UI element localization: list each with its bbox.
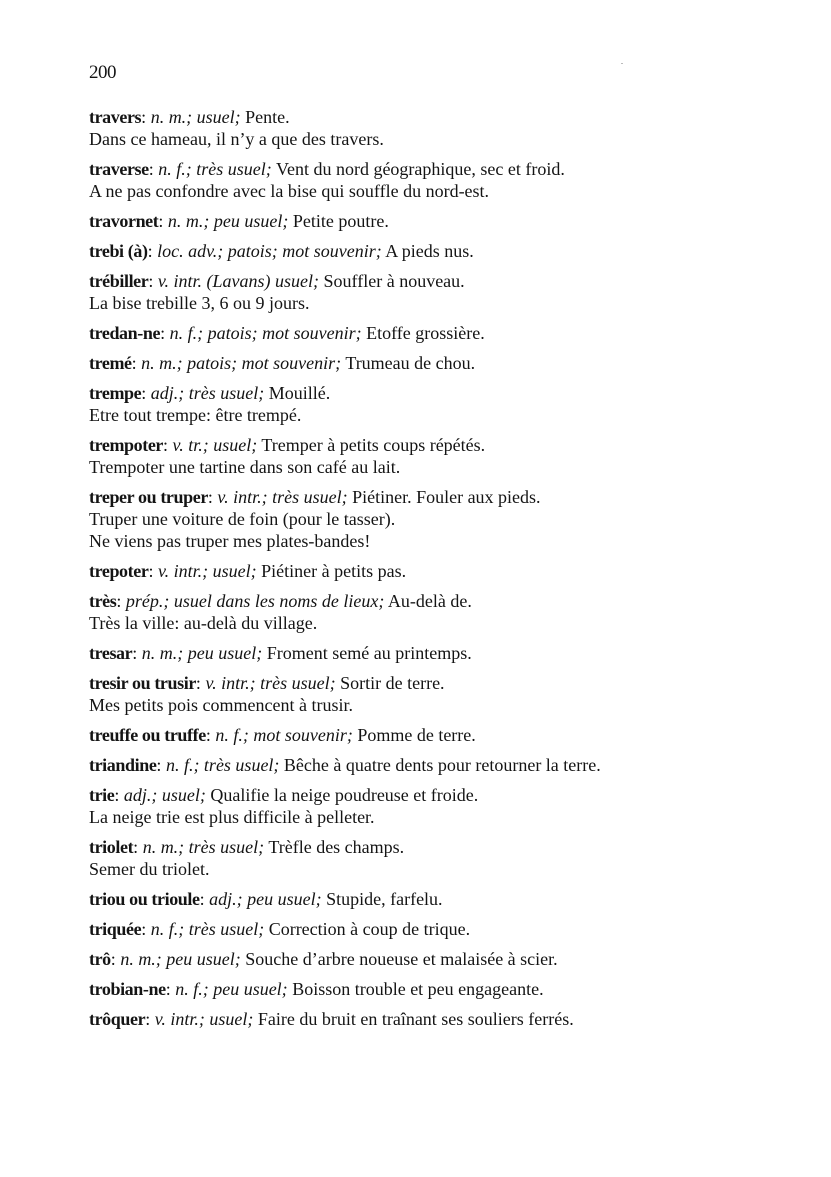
entry-definition: Souffler à nouveau.	[323, 271, 465, 291]
entry-colon: :	[160, 323, 170, 343]
entry-definition: Qualifie la neige poudreuse et froide.	[210, 785, 479, 805]
entry-headword: trébiller	[89, 271, 149, 291]
entry-colon: :	[148, 271, 158, 291]
dictionary-entry	[89, 560, 789, 582]
dictionary-entry	[89, 270, 789, 314]
dictionary-entry	[89, 158, 789, 202]
dictionary-entry	[89, 210, 789, 232]
entry-colon: :	[145, 1009, 155, 1029]
page-number: 200	[89, 62, 116, 83]
entry-example: La bise trebille 3, 6 ou 9 jours.	[89, 293, 310, 313]
entry-first-line	[89, 210, 789, 232]
dictionary-entry	[89, 754, 789, 776]
entry-definition: Au-delà de.	[387, 591, 472, 611]
entry-grammar: loc. adv.; patois; mot souvenir;	[157, 241, 382, 261]
entry-headword: trobian-ne	[89, 979, 166, 999]
dictionary-entry	[89, 1008, 789, 1030]
entry-first-line	[89, 784, 789, 806]
entry-example: Semer du triolet.	[89, 859, 210, 879]
entry-colon: :	[205, 725, 216, 745]
entry-definition: Pomme de terre.	[357, 725, 476, 745]
entry-example: A ne pas confondre avec la bise qui souffle du nord-est.	[89, 181, 490, 201]
entry-grammar: n. f.; très usuel;	[150, 919, 265, 939]
entry-headword: triolet	[89, 837, 134, 857]
entry-grammar: n. f.; très usuel;	[158, 159, 272, 179]
entry-colon: :	[133, 837, 143, 857]
entry-first-line	[89, 948, 789, 970]
entry-example: Ne viens pas truper mes plates-bandes!	[89, 531, 371, 551]
entry-grammar: v. intr.; usuel;	[154, 1009, 254, 1029]
dictionary-entries	[89, 106, 789, 1038]
entry-definition: Trumeau de chou.	[345, 353, 476, 373]
entry-colon: :	[158, 211, 168, 231]
entry-definition: Petite poutre.	[292, 211, 389, 231]
dictionary-entry	[89, 724, 789, 746]
entry-colon: :	[199, 889, 210, 909]
entry-first-line	[89, 486, 789, 508]
entry-headword: trôquer	[89, 1009, 146, 1029]
entry-definition: Piétiner à petits pas.	[261, 561, 407, 581]
entry-example: Etre tout trempe: être trempé.	[89, 405, 302, 425]
entry-colon: :	[114, 785, 124, 805]
entry-colon: :	[141, 107, 151, 127]
entry-grammar: v. intr. (Lavans) usuel;	[157, 271, 320, 291]
entry-first-line	[89, 978, 789, 1000]
entry-example: Dans ce hameau, il n’y a que des travers.	[89, 129, 384, 149]
entry-grammar: prép.; usuel dans les noms de lieux;	[125, 591, 385, 611]
entry-first-line	[89, 642, 789, 664]
entry-headword: triou ou trioule	[89, 889, 200, 909]
dictionary-entry	[89, 642, 789, 664]
entry-headword: trempoter	[89, 435, 164, 455]
dictionary-entry	[89, 978, 789, 1000]
entry-grammar: n. m.; usuel;	[150, 107, 241, 127]
entry-first-line	[89, 158, 789, 180]
entry-first-line	[89, 724, 789, 746]
entry-grammar: adj.; usuel;	[123, 785, 206, 805]
dictionary-entry	[89, 322, 789, 344]
entry-definition: Bêche à quatre dents pour retourner la terre.	[283, 755, 601, 775]
entry-colon: :	[207, 487, 218, 507]
entry-first-line	[89, 240, 789, 262]
entry-colon: :	[148, 159, 159, 179]
dictionary-entry	[89, 106, 789, 150]
entry-definition: Trèfle des champs.	[268, 837, 405, 857]
scan-speck	[621, 63, 623, 64]
entry-first-line	[89, 352, 789, 374]
entry-definition: Piétiner. Fouler aux pieds.	[352, 487, 541, 507]
entry-first-line	[89, 888, 789, 910]
entry-headword: traverse	[89, 159, 149, 179]
dictionary-entry	[89, 590, 789, 634]
entry-example: Truper une voiture de foin (pour le tasser).	[89, 509, 396, 529]
entry-grammar: v. tr.; usuel;	[172, 435, 258, 455]
dictionary-entry	[89, 240, 789, 262]
entry-example: Très la ville: au-delà du village.	[89, 613, 318, 633]
entry-headword: très	[89, 591, 117, 611]
dictionary-entry	[89, 434, 789, 478]
entry-grammar: adj.; très usuel;	[150, 383, 265, 403]
entry-colon: :	[131, 353, 142, 373]
entry-headword: triandine	[89, 755, 157, 775]
entry-colon: :	[141, 919, 151, 939]
entry-colon: :	[116, 591, 126, 611]
entry-headword: tresir ou trusir	[89, 673, 196, 693]
entry-headword: treper ou truper	[89, 487, 208, 507]
entry-definition: Mouillé.	[268, 383, 331, 403]
entry-grammar: v. intr.; très usuel;	[217, 487, 348, 507]
entry-example: La neige trie est plus difficile à pelleter.	[89, 807, 375, 827]
entry-grammar: n. m.; peu usuel;	[120, 949, 241, 969]
entry-colon: :	[147, 241, 158, 261]
entry-definition: Boisson trouble et peu engageante.	[292, 979, 544, 999]
entry-headword: trempe	[89, 383, 142, 403]
entry-colon: :	[110, 949, 121, 969]
entry-first-line	[89, 590, 789, 612]
dictionary-entry	[89, 784, 789, 828]
dictionary-entry	[89, 486, 789, 552]
entry-first-line	[89, 434, 789, 456]
entry-headword: tredan-ne	[89, 323, 161, 343]
entry-definition: Etoffe grossière.	[366, 323, 485, 343]
entry-grammar: n. m.; patois; mot souvenir;	[141, 353, 342, 373]
entry-headword: travers	[89, 107, 142, 127]
entry-example: Mes petits pois commencent à trusir.	[89, 695, 353, 715]
entry-definition: Sortir de terre.	[340, 673, 445, 693]
entry-grammar: n. m.; très usuel;	[142, 837, 265, 857]
entry-colon: :	[156, 755, 166, 775]
entry-headword: treuffe ou truffe	[89, 725, 206, 745]
entry-colon: :	[141, 383, 151, 403]
entry-definition: Froment semé au printemps.	[266, 643, 472, 663]
entry-definition: Tremper à petits coups répétés.	[261, 435, 486, 455]
entry-first-line	[89, 270, 789, 292]
entry-colon: :	[132, 643, 142, 663]
entry-first-line	[89, 382, 789, 404]
dictionary-entry	[89, 382, 789, 426]
entry-first-line	[89, 1008, 789, 1030]
entry-grammar: n. f.; peu usuel;	[175, 979, 288, 999]
entry-grammar: v. intr.; très usuel;	[205, 673, 336, 693]
entry-headword: tremé	[89, 353, 132, 373]
entry-colon: :	[195, 673, 206, 693]
entry-first-line	[89, 106, 789, 128]
entry-definition: Vent du nord géographique, sec et froid.	[275, 159, 565, 179]
entry-definition: Stupide, farfelu.	[326, 889, 443, 909]
entry-definition: A pieds nus.	[385, 241, 474, 261]
entry-colon: :	[165, 979, 176, 999]
entry-headword: trie	[89, 785, 115, 805]
entry-headword: trepoter	[89, 561, 149, 581]
entry-grammar: adj.; peu usuel;	[209, 889, 322, 909]
dictionary-entry	[89, 918, 789, 940]
dictionary-entry	[89, 352, 789, 374]
dictionary-entry	[89, 836, 789, 880]
entry-headword: triquée	[89, 919, 142, 939]
dictionary-entry	[89, 888, 789, 910]
entry-headword: trô	[89, 949, 111, 969]
entry-grammar: n. m.; peu usuel;	[141, 643, 263, 663]
entry-definition: Faire du bruit en traînant ses souliers ferrés.	[257, 1009, 574, 1029]
dictionary-entry	[89, 672, 789, 716]
entry-first-line	[89, 836, 789, 858]
entry-headword: travornet	[89, 211, 159, 231]
entry-grammar: n. f.; patois; mot souvenir;	[169, 323, 362, 343]
entry-colon: :	[148, 561, 158, 581]
entry-grammar: n. m.; peu usuel;	[167, 211, 289, 231]
entry-first-line	[89, 560, 789, 582]
entry-first-line	[89, 672, 789, 694]
entry-colon: :	[163, 435, 173, 455]
dictionary-entry	[89, 948, 789, 970]
entry-headword: trebi (à)	[89, 241, 148, 261]
entry-headword: tresar	[89, 643, 133, 663]
entry-definition: Correction à coup de trique.	[268, 919, 471, 939]
entry-definition: Pente.	[245, 107, 290, 127]
entry-first-line	[89, 322, 789, 344]
entry-grammar: n. f.; très usuel;	[165, 755, 280, 775]
entry-definition: Souche d’arbre noueuse et malaisée à scier.	[245, 949, 558, 969]
entry-grammar: n. f.; mot souvenir;	[215, 725, 353, 745]
entry-first-line	[89, 754, 789, 776]
entry-grammar: v. intr.; usuel;	[157, 561, 257, 581]
entry-example: Trempoter une tartine dans son café au lait.	[89, 457, 401, 477]
entry-first-line	[89, 918, 789, 940]
